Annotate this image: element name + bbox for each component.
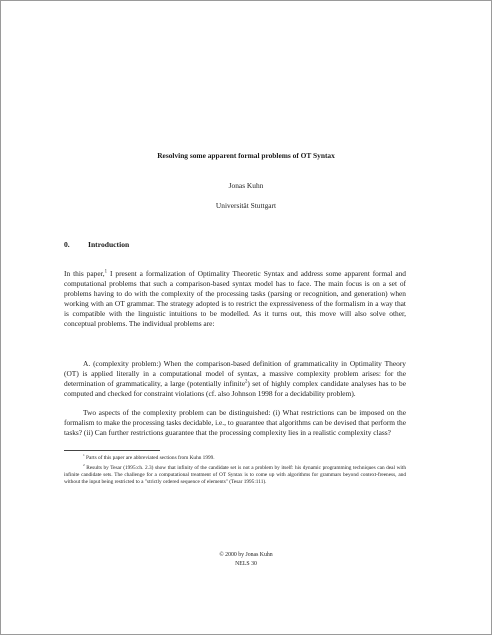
section-title: Introduction: [88, 240, 130, 249]
section-heading: [64, 240, 129, 250]
complexity-problem-paragraph: [64, 359, 406, 399]
footnote-1-number: 1: [83, 453, 85, 458]
footnote-2-number: 2: [83, 463, 85, 468]
paper-title: Resolving some apparent formal problems of OT Syntax: [157, 151, 335, 160]
footnote-1-text: Parts of this paper are abbreviated sections from Kuhn 1999.: [84, 455, 215, 461]
footnote-1: [64, 455, 406, 462]
author-affiliation: Universität Stuttgart: [215, 201, 277, 210]
footnote-ref-1: 1: [104, 269, 108, 275]
section-number: 0.: [64, 240, 70, 249]
complexity-aspects-paragraph: Two aspects of the complexity problem can be distinguished: (i) What restrictions can be imposed on the formalism to make the processing tasks decidable, i.e., to guarantee that algorithms can be devised that perform the tasks? (ii) Can further restrictions guarantee that the processing complexity lies in a realistic complexity class?: [64, 408, 406, 437]
author-name: Jonas Kuhn: [228, 181, 264, 190]
intro-paragraph: [64, 269, 406, 329]
footnote-2: [64, 465, 406, 486]
copyright-line: © 2000 by Jonas Kuhn: [219, 552, 273, 558]
footnote-2-text: Results by Tesar (1995:ch. 2.3) show that infinity of the candidate set is not a problem by itself: his dynamic programming techniques can deal with infinite candidate sets. The challenge for a computational treatment of OT Syntax is to come up with algorithms for grammars beyond context-freeness, and without the input being restricted to a "strictly ordered sequence of elements" (Tesar 1995:111).: [64, 465, 406, 485]
complexity-text-start: A. (complexity problem:) When the comparison-based definition of grammaticality in Optimality Theory (OT) is applied literally in a computational model of syntax, a massive complexity problem arises: for the determination of grammaticality, a large (potentially infinite: [64, 359, 406, 388]
intro-text-start: In this paper,: [64, 269, 105, 278]
venue-line: NELS 30: [235, 561, 257, 567]
footnote-separator: [64, 450, 160, 451]
footnote-ref-2: 2: [244, 379, 248, 385]
intro-text-rest: I present a formalization of Optimality Theoretic Syntax and address some apparent formal and computational problems that such a comparison-based syntax model has to face. The main focus is on a set of problems having to do with the complexity of the processing tasks (parsing or recognition, and generation) when working with an OT grammar. The strategy adopted is to restrict the expressiveness of the formalism in a way that is compatible with the linguistic intuitions to be modelled. As it turns out, this move will also solve other, conceptual problems. The individual problems are:: [64, 269, 407, 328]
complexity-text-rest: ) set of highly complex candidate analyses has to be computed and checked for constraint violations (cf. also Johnson 1998 for a decidability problem).: [64, 379, 406, 398]
